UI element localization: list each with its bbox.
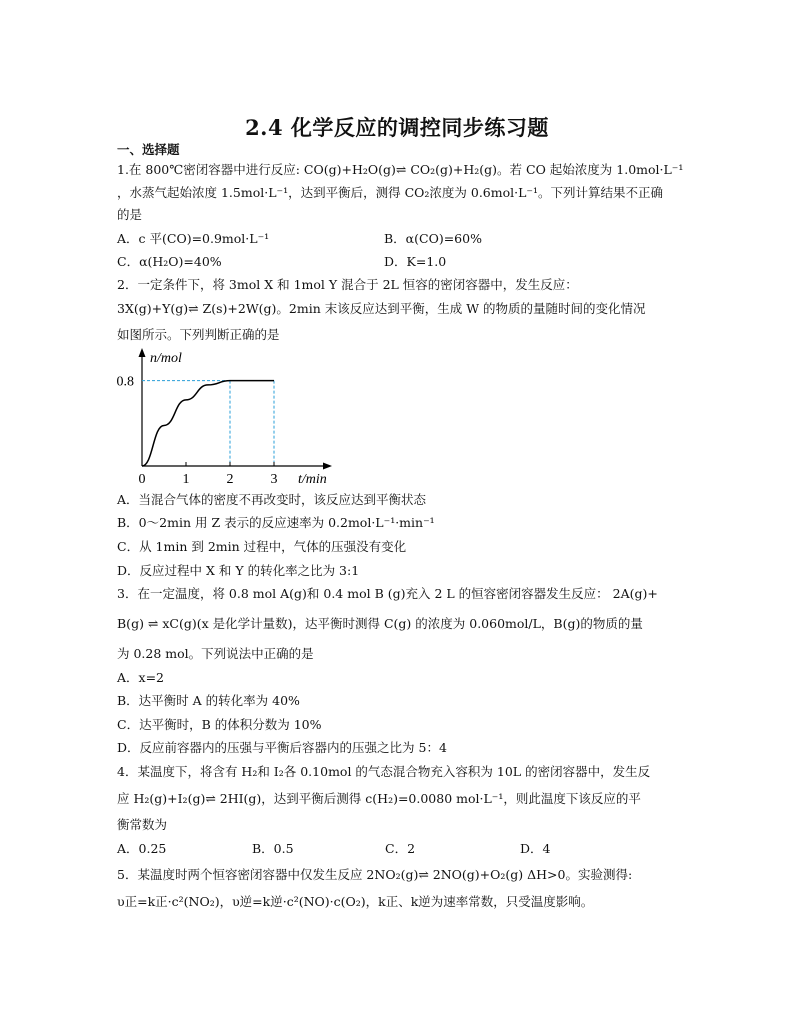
y-axis-label: n/mol [150,351,182,366]
q2-option-b: B．0～2min 用 Z 表示的反应速率为 0.2mol·L⁻¹·min⁻¹ [117,515,435,530]
section-heading: 一、选择题 [117,142,180,157]
q4-stem-line-2: 应 H₂(g)+I₂(g)⇌ 2HI(g)，达到平衡后测得 c(H₂)=0.0080 mol·L⁻¹，则此温度下该反应的平 [117,791,641,806]
q2-stem-line-2: 3X(g)+Y(g)⇌ Z(s)+2W(g)。2min 末该反应达到平衡，生成 W 的物质的量随时间的变化情况 [117,301,646,316]
q3-stem-line-1: 3．在一定温度，将 0.8 mol A(g)和 0.4 mol B (g)充入 2 L 的恒容密闭容器发生反应： 2A(g)+ [117,586,658,601]
q1-option-a: A．c 平(CO)=0.9mol·L⁻¹ [117,231,270,246]
q5-stem-line-2: υ正=k正·c²(NO₂)，υ逆=k逆·c²(NO)·c(O₂)，k正、k逆为速率常数，只受温度影响。 [117,894,594,909]
q4-option-a: A．0.25 [117,841,167,856]
q4-option-c: C．2 [385,841,416,856]
y-tick-label-0.8: 0.8 [116,374,134,390]
q5-stem-line-1: 5．某温度时两个恒容密闭容器中仅发生反应 2NO₂(g)⇌ 2NO(g)+O₂(g) ΔH>0。实验测得: [117,867,633,882]
q1-option-d: D．K=1.0 [384,254,447,269]
q1-stem-line-2: ，水蒸气起始浓度 1.5mol·L⁻¹，达到平衡后，测得 CO₂浓度为 0.6mol·L⁻¹。下列计算结果不正确 [117,185,664,200]
q4-option-b: B．0.5 [252,841,294,856]
x-axis-arrow [323,463,332,470]
q1-stem-line-1: 1.在 800℃密闭容器中进行反应: CO(g)+H₂O(g)⇌ CO₂(g)+H₂(g)。若 CO 起始浓度为 1.0mol·L⁻¹ [117,162,684,177]
q4-stem-line-3: 衡常数为 [117,817,168,832]
q2-option-c: C．从 1min 到 2min 过程中，气体的压强没有变化 [117,539,407,554]
q4-option-d: D．4 [520,841,551,856]
series-line-w [142,381,274,466]
q3-option-d: D．反应前容器内的压强与平衡后容器内的压强之比为 5：4 [117,740,447,755]
q3-option-b: B．达平衡时 A 的转化率为 40% [117,693,300,708]
q3-stem-line-2: B(g) ⇌ xC(g)(x 是化学计量数)，达平衡时测得 C(g) 的浓度为 0.060mol/L，B(g)的物质的量 [117,616,643,631]
page-title: 2.4 化学反应的调控同步练习题 [245,115,549,140]
w-amount-time-chart [112,348,344,490]
q2-option-a: A．当混合气体的密度不再改变时，该反应达到平衡状态 [117,492,427,507]
x-tick-label-2: 2 [226,472,234,487]
q1-stem-line-3: 的是 [117,207,143,222]
x-axis-label: t/min [298,472,327,487]
q3-option-a: A．x=2 [117,670,165,685]
q1-option-b: B．α(CO)=60% [384,231,482,246]
q2-option-d: D．反应过程中 X 和 Y 的转化率之比为 3:1 [117,563,360,578]
q2-stem-line-3: 如图所示。下列判断正确的是 [117,327,280,342]
y-axis-arrow [139,348,146,357]
q1-option-c: C．α(H₂O)=40% [117,254,222,269]
q2-stem-line-1: 2．一定条件下，将 3mol X 和 1mol Y 混合于 2L 恒容的密闭容器中，发生反应： [117,277,578,292]
q3-option-c: C．达平衡时，B 的体积分数为 10% [117,717,322,732]
x-tick-label-0: 0 [138,472,146,487]
q4-stem-line-1: 4．某温度下，将含有 H₂和 I₂各 0.10mol 的气态混合物充入容积为 10L 的密闭容器中，发生反 [117,764,651,779]
x-tick-label-3: 3 [270,472,278,487]
x-tick-label-1: 1 [182,472,190,487]
q3-stem-line-3: 为 0.28 mol。下列说法中正确的是 [117,646,314,661]
